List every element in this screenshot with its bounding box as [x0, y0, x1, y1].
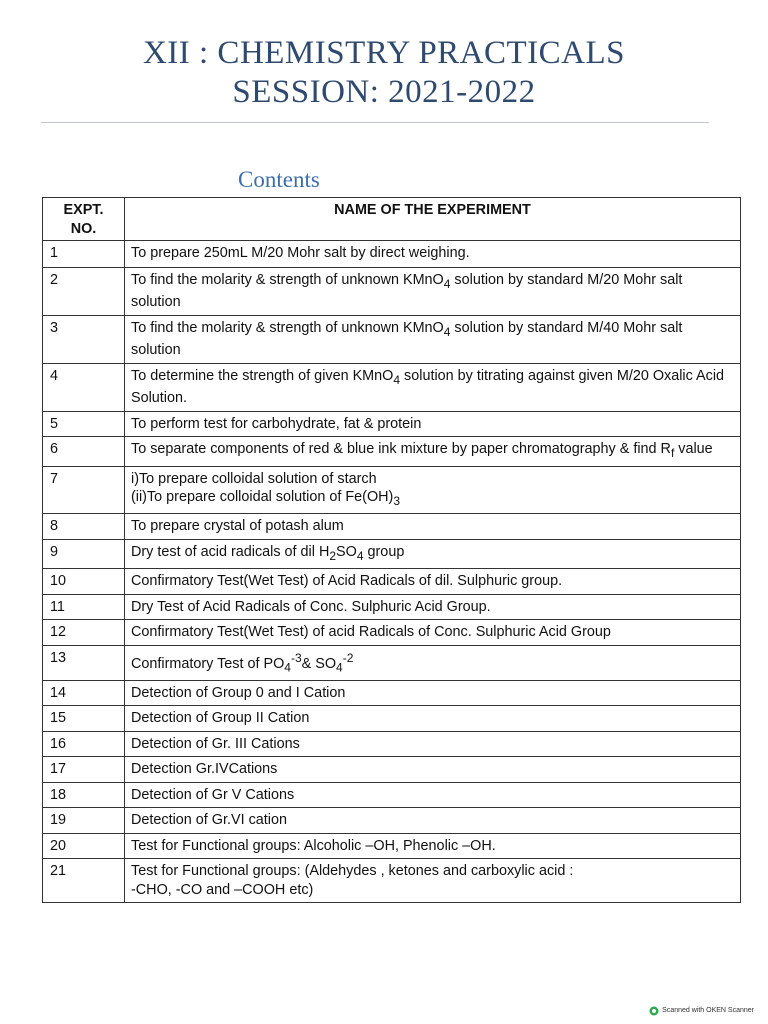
expt-name: To determine the strength of given KMnO$_4$ solution by titrating against given M/20 Oxalic Acid Solution.: [125, 363, 741, 411]
expt-name: To prepare 250mL M/20 Mohr salt by direct weighing.: [125, 241, 741, 268]
table-row: [43, 466, 741, 514]
table-row: [43, 268, 741, 316]
expt-name: Detection of Gr V Cations: [125, 782, 741, 808]
table-header-row: [43, 198, 741, 241]
expt-no: 3: [43, 315, 125, 363]
table-row: [43, 411, 741, 437]
expt-name: Confirmatory Test(Wet Test) of Acid Radicals of dil. Sulphuric group.: [125, 569, 741, 595]
expt-no: 20: [43, 833, 125, 859]
header-experiment-name: NAME OF THE EXPERIMENT: [125, 198, 741, 241]
expt-name: To find the molarity & strength of unknown KMnO$_4$ solution by standard M/40 Mohr salt solution: [125, 315, 741, 363]
table-row: [43, 680, 741, 706]
expt-name: To perform test for carbohydrate, fat & protein: [125, 411, 741, 437]
expt-name: To prepare crystal of potash alum: [125, 514, 741, 540]
table-row: [43, 833, 741, 859]
table-row: [43, 241, 741, 268]
expt-name: Confirmatory Test(Wet Test) of acid Radicals of Conc. Sulphuric Acid Group: [125, 620, 741, 646]
expt-no: 4: [43, 363, 125, 411]
header-expt-no: EXPT. NO.: [43, 198, 125, 241]
expt-no: 9: [43, 539, 125, 568]
expt-name: Detection of Group 0 and I Cation: [125, 680, 741, 706]
table-row: [43, 731, 741, 757]
table-row: [43, 808, 741, 834]
expt-name: i)To prepare colloidal solution of starch (ii)To prepare colloidal solution of $Fe(OH)_3$: [125, 466, 741, 514]
expt-name: Detection of Gr. III Cations: [125, 731, 741, 757]
document-title: [0, 34, 768, 112]
expt-name: Test for Functional groups: (Aldehydes , ketones and carboxylic acid : -CHO, -CO and –COOH etc): [125, 859, 741, 903]
table-row: [43, 859, 741, 903]
scanner-text: Scanned with OKEN Scanner: [662, 1007, 754, 1014]
expt-name: Detection of Group II Cation: [125, 706, 741, 732]
expt-no: 6: [43, 437, 125, 466]
contents-heading: Contents: [238, 167, 320, 192]
expt-name: Test for Functional groups: Alcoholic –OH, Phenolic –OH.: [125, 833, 741, 859]
table-row: [43, 539, 741, 568]
expt-no: 11: [43, 594, 125, 620]
expt-no: 8: [43, 514, 125, 540]
table-row: [43, 620, 741, 646]
expt-no: 2: [43, 268, 125, 316]
expt-no: 5: [43, 411, 125, 437]
table-row: [43, 569, 741, 595]
table-row: [43, 782, 741, 808]
expt-name: To separate components of red & blue ink mixture by paper chromatography & find $R_f$ value: [125, 437, 741, 466]
expt-no: 21: [43, 859, 125, 903]
expt-no: 18: [43, 782, 125, 808]
table-row: [43, 315, 741, 363]
expt-name: Detection of Gr.VI cation: [125, 808, 741, 834]
expt-no: 14: [43, 680, 125, 706]
expt-no: 17: [43, 757, 125, 783]
table-row: [43, 514, 741, 540]
expt-no: 19: [43, 808, 125, 834]
table-row: [43, 437, 741, 466]
scanner-watermark: [649, 1006, 754, 1016]
expt-name: Confirmatory Test of $PO_4^{-3}\&$ $SO_4^{-2}$: [125, 645, 741, 680]
table-row: [43, 645, 741, 680]
scanner-logo-icon: [649, 1006, 659, 1016]
title-line-2: SESSION: 2021-2022: [232, 74, 536, 110]
expt-no: 12: [43, 620, 125, 646]
expt-no: 10: [43, 569, 125, 595]
title-divider: [41, 122, 709, 123]
table-row: [43, 363, 741, 411]
expt-no: 15: [43, 706, 125, 732]
expt-name: Dry test of acid radicals of dil $H_2SO_4$ group: [125, 539, 741, 568]
table-row: [43, 594, 741, 620]
expt-no: 1: [43, 241, 125, 268]
table-row: [43, 757, 741, 783]
table-row: [43, 706, 741, 732]
expt-name: To find the molarity & strength of unknown KMnO$_4$ solution by standard M/20 Mohr salt solution: [125, 268, 741, 316]
expt-name: Detection Gr.IVCations: [125, 757, 741, 783]
expt-no: 7: [43, 466, 125, 514]
expt-no: 16: [43, 731, 125, 757]
title-line-1: XII : CHEMISTRY PRACTICALS: [142, 35, 626, 71]
expt-name: Dry Test of Acid Radicals of Conc. Sulphuric Acid Group.: [125, 594, 741, 620]
expt-no: 13: [43, 645, 125, 680]
experiments-table: [42, 197, 741, 903]
